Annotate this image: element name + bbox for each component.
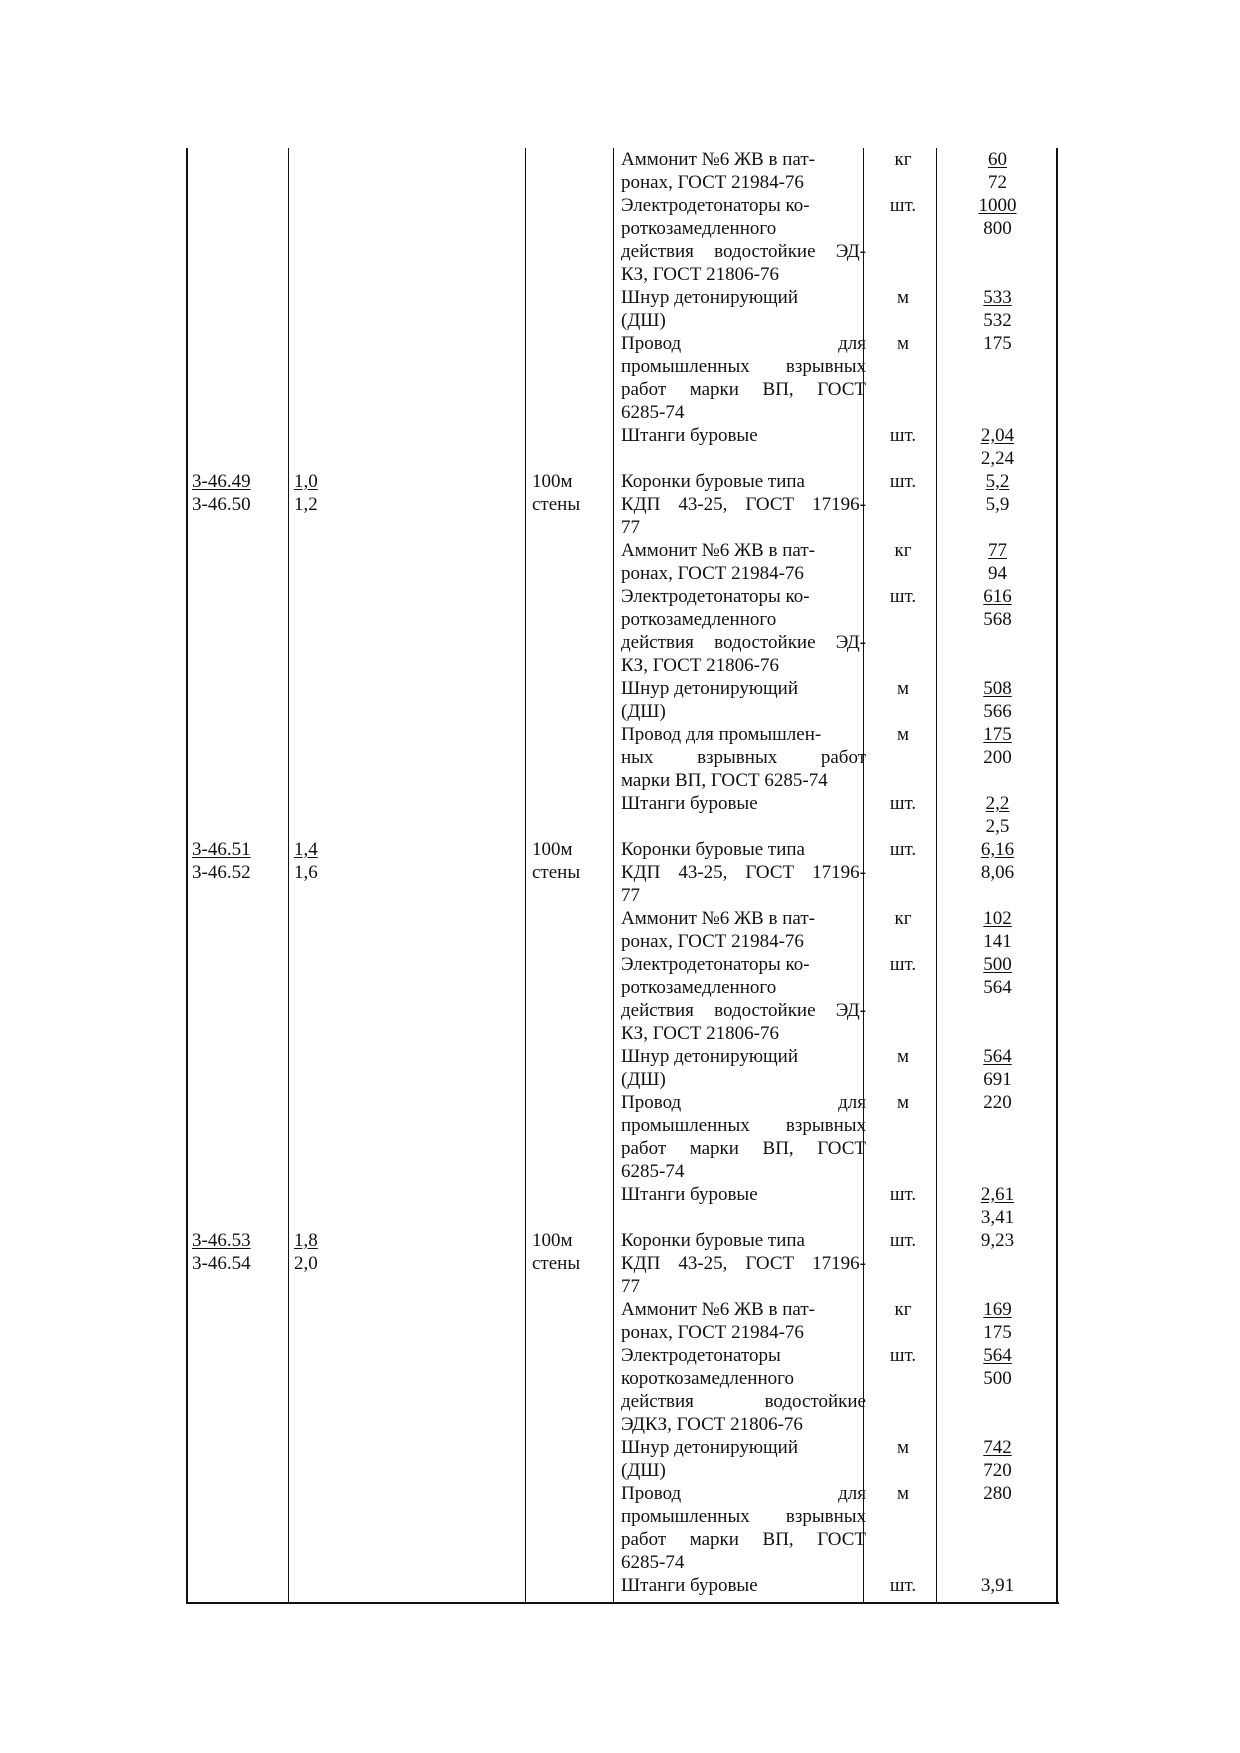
unit-cell-line: шт.: [889, 839, 917, 860]
quantity-cell-line: 2,61: [980, 1184, 1015, 1205]
quantity-cell: [940, 332, 1055, 355]
unit-cell-line: шт.: [889, 425, 917, 446]
quantity-cell-line: 742: [983, 1437, 1012, 1458]
resource-name-cell-line: марки ВП, ГОСТ 6285-74: [621, 770, 828, 791]
resource-name-cell-line: Провод для: [621, 1483, 866, 1504]
resource-name-cell-line: действия водостойкие ЭД-: [621, 1000, 866, 1021]
quantity-cell: [940, 1229, 1055, 1252]
resource-name-cell: [621, 1045, 866, 1091]
resource-name-cell-line: 77: [621, 1276, 640, 1297]
quantity-cell-line: 60: [988, 149, 1007, 170]
unit-cell: [867, 838, 939, 861]
unit-cell: [867, 1229, 939, 1252]
resource-name-cell-line: 77: [621, 885, 640, 906]
measure-unit-cell-line: 100м: [532, 1230, 573, 1251]
quantity-cell-line: 5,2: [985, 471, 1010, 492]
resource-name-cell-line: Шнур детонирующий: [621, 287, 798, 308]
measure-unit-cell-line: стены: [532, 862, 581, 883]
resource-name-cell-line: промышленных взрывных: [621, 356, 866, 377]
quantity-cell-line: 6,16: [980, 839, 1015, 860]
resource-name-cell-line: Шнур детонирующий: [621, 1437, 798, 1458]
resource-name-cell-line: Аммонит №6 ЖВ в пат-: [621, 1299, 815, 1320]
quantity-cell-line: 280: [983, 1483, 1012, 1504]
resource-name-cell-line: действия водостойкие ЭД-: [621, 241, 866, 262]
quantity-cell-line: 532: [983, 310, 1012, 331]
unit-cell: [867, 1091, 939, 1114]
code-cell-line: 3-46.53: [192, 1230, 251, 1251]
unit-cell: [867, 1298, 939, 1321]
quantity-cell: [940, 1574, 1055, 1597]
resource-name-cell: [621, 907, 866, 953]
resource-name-cell: [621, 1574, 866, 1597]
resource-name-cell-line: роткозамедленного: [621, 218, 777, 239]
code-cell-line: 3-46.50: [192, 494, 251, 515]
quantity-cell: [940, 1482, 1055, 1505]
table-row-group-start: [186, 1229, 1059, 1298]
quantity-cell: [940, 194, 1055, 240]
quantity-cell-line: 102: [983, 908, 1012, 929]
quantity-cell-line: 77: [988, 540, 1007, 561]
table-row: [186, 1436, 1059, 1482]
quantity-cell-line: 141: [983, 931, 1012, 952]
unit-cell-line: м: [896, 1437, 910, 1458]
code-cell-line: 3-46.49: [192, 471, 251, 492]
quantity-cell: [940, 286, 1055, 332]
resource-name-cell-line: Электродетонаторы ко-: [621, 954, 810, 975]
table-row: [186, 1045, 1059, 1091]
resource-name-cell-line: короткозамедленного: [621, 1368, 794, 1389]
resource-name-cell-line: Штанги буровые: [621, 1184, 758, 1205]
quantity-cell: [940, 838, 1055, 884]
unit-cell-line: м: [896, 287, 910, 308]
quantity-cell: [940, 1298, 1055, 1344]
quantity-cell-line: 1000: [978, 195, 1017, 216]
quantity-cell-line: 175: [983, 1322, 1012, 1343]
quantity-cell-line: 691: [983, 1069, 1012, 1090]
resource-name-cell-line: Штанги буровые: [621, 793, 758, 814]
resource-name-cell-line: КДП 43-25, ГОСТ 17196-: [621, 862, 866, 883]
unit-cell-line: кг: [894, 149, 912, 170]
quantity-cell-line: 720: [983, 1460, 1012, 1481]
coefficient-cell-line: 1,2: [294, 494, 318, 515]
resource-name-cell-line: 6285-74: [621, 402, 685, 423]
unit-cell: [867, 148, 939, 171]
unit-cell: [867, 424, 939, 447]
table-row: [186, 148, 1059, 194]
resource-name-cell-line: Аммонит №6 ЖВ в пат-: [621, 149, 815, 170]
quantity-cell-line: 220: [983, 1092, 1012, 1113]
resource-name-cell-line: ронах, ГОСТ 21984-76: [621, 1322, 804, 1343]
resource-name-cell-line: ЭДКЗ, ГОСТ 21806-76: [621, 1414, 803, 1435]
resource-name-cell: [621, 1183, 866, 1206]
resource-name-cell-line: промышленных взрывных: [621, 1506, 866, 1527]
resource-name-cell: [621, 286, 866, 332]
quantity-cell-line: 94: [988, 563, 1007, 584]
unit-cell-line: шт.: [889, 195, 917, 216]
unit-cell: [867, 953, 939, 976]
resource-name-cell: [621, 539, 866, 585]
resource-name-cell-line: Провод для: [621, 1092, 866, 1113]
resource-name-cell: [621, 838, 866, 907]
quantity-cell: [940, 677, 1055, 723]
resource-name-cell-line: роткозамедленного: [621, 977, 777, 998]
resource-name-cell-line: (ДШ): [621, 310, 666, 331]
table-row: [186, 539, 1059, 585]
resource-name-cell-line: КЗ, ГОСТ 21806-76: [621, 1023, 780, 1044]
resource-name-cell-line: Электродетонаторы: [621, 1345, 781, 1366]
coefficient-cell-line: 1,6: [294, 862, 318, 883]
table-row: [186, 1183, 1059, 1229]
quantity-cell: [940, 1091, 1055, 1114]
unit-cell-line: шт.: [889, 1345, 917, 1366]
norms-table: [186, 148, 1059, 1604]
resource-name-cell-line: Коронки буровые типа: [621, 839, 805, 860]
resource-name-cell: [621, 194, 866, 286]
quantity-cell-line: 5,9: [985, 494, 1010, 515]
coefficient-cell-line: 1,4: [294, 839, 318, 860]
table-row: [186, 585, 1059, 677]
resource-name-cell-line: КДП 43-25, ГОСТ 17196-: [621, 1253, 866, 1274]
quantity-cell-line: 566: [983, 701, 1012, 722]
measure-unit-cell-line: стены: [532, 494, 581, 515]
unit-cell-line: кг: [894, 908, 912, 929]
table-row: [186, 953, 1059, 1045]
quantity-cell-line: 564: [983, 977, 1012, 998]
unit-cell-line: шт.: [889, 793, 917, 814]
unit-cell-line: м: [896, 724, 910, 745]
quantity-cell-line: 800: [983, 218, 1012, 239]
quantity-cell-line: 500: [983, 954, 1012, 975]
quantity-cell: [940, 907, 1055, 953]
resource-name-cell: [621, 723, 866, 792]
measure-unit-cell-line: 100м: [532, 471, 573, 492]
measure-unit-cell: [532, 838, 612, 884]
unit-cell: [867, 1045, 939, 1068]
code-cell-line: 3-46.52: [192, 862, 251, 883]
unit-cell-line: м: [896, 1046, 910, 1067]
table-row: [186, 907, 1059, 953]
quantity-cell: [940, 1344, 1055, 1390]
coefficient-cell: [294, 470, 394, 516]
resource-name-cell-line: Коронки буровые типа: [621, 471, 805, 492]
quantity-cell: [940, 585, 1055, 631]
table-row: [186, 194, 1059, 286]
code-cell: [192, 470, 287, 516]
unit-cell-line: кг: [894, 1299, 912, 1320]
resource-name-cell-line: промышленных взрывных: [621, 1115, 866, 1136]
unit-cell: [867, 539, 939, 562]
unit-cell-line: м: [896, 333, 910, 354]
resource-name-cell-line: Провод для промышлен-: [621, 724, 822, 745]
code-cell-line: 3-46.51: [192, 839, 251, 860]
unit-cell: [867, 792, 939, 815]
unit-cell-line: м: [896, 1483, 910, 1504]
quantity-cell: [940, 953, 1055, 999]
resource-name-cell: [621, 585, 866, 677]
quantity-cell-line: 8,06: [980, 862, 1015, 883]
unit-cell: [867, 907, 939, 930]
resource-name-cell-line: ронах, ГОСТ 21984-76: [621, 563, 804, 584]
resource-name-cell: [621, 1436, 866, 1482]
resource-name-cell-line: КЗ, ГОСТ 21806-76: [621, 264, 780, 285]
resource-name-cell-line: (ДШ): [621, 1069, 666, 1090]
resource-name-cell-line: Шнур детонирующий: [621, 1046, 798, 1067]
resource-name-cell-line: 6285-74: [621, 1161, 685, 1182]
unit-cell: [867, 194, 939, 217]
unit-cell-line: шт.: [889, 1575, 917, 1596]
table-row: [186, 723, 1059, 792]
quantity-cell-line: 2,04: [980, 425, 1015, 446]
resource-name-cell-line: 77: [621, 517, 640, 538]
quantity-cell-line: 2,5: [985, 816, 1010, 837]
quantity-cell-line: 200: [983, 747, 1012, 768]
quantity-cell-line: 616: [983, 586, 1012, 607]
quantity-cell: [940, 424, 1055, 470]
table-row: [186, 424, 1059, 470]
quantity-cell-line: 9,23: [980, 1230, 1015, 1251]
resource-name-cell-line: КЗ, ГОСТ 21806-76: [621, 655, 780, 676]
quantity-cell-line: 564: [983, 1345, 1012, 1366]
resource-name-cell: [621, 1482, 866, 1574]
measure-unit-cell-line: 100м: [532, 839, 573, 860]
quantity-cell: [940, 539, 1055, 585]
unit-cell-line: м: [896, 1092, 910, 1113]
resource-name-cell-line: (ДШ): [621, 1460, 666, 1481]
coefficient-cell-line: 1,8: [294, 1230, 318, 1251]
table-row-group-start: [186, 470, 1059, 539]
quantity-cell-line: 169: [983, 1299, 1012, 1320]
quantity-cell-line: 72: [988, 172, 1007, 193]
unit-cell-line: шт.: [889, 1184, 917, 1205]
resource-name-cell-line: Штанги буровые: [621, 425, 758, 446]
unit-cell: [867, 1574, 939, 1597]
resource-name-cell-line: Коронки буровые типа: [621, 1230, 805, 1251]
resource-name-cell-line: работ марки ВП, ГОСТ: [621, 1529, 866, 1550]
table-row: [186, 792, 1059, 838]
quantity-cell-line: 175: [983, 333, 1012, 354]
resource-name-cell-line: работ марки ВП, ГОСТ: [621, 1138, 866, 1159]
resource-name-cell: [621, 332, 866, 424]
table-row-group-start: [186, 838, 1059, 907]
table-row: [186, 332, 1059, 424]
measure-unit-cell-line: стены: [532, 1253, 581, 1274]
unit-cell: [867, 1183, 939, 1206]
resource-name-cell-line: работ марки ВП, ГОСТ: [621, 379, 866, 400]
unit-cell: [867, 677, 939, 700]
coefficient-cell-line: 1,0: [294, 471, 318, 492]
resource-name-cell-line: КДП 43-25, ГОСТ 17196-: [621, 494, 866, 515]
resource-name-cell-line: Электродетонаторы ко-: [621, 195, 810, 216]
unit-cell: [867, 585, 939, 608]
resource-name-cell-line: ронах, ГОСТ 21984-76: [621, 172, 804, 193]
unit-cell-line: м: [896, 678, 910, 699]
unit-cell: [867, 1482, 939, 1505]
resource-name-cell: [621, 424, 866, 447]
resource-name-cell: [621, 792, 866, 815]
code-cell: [192, 838, 287, 884]
table-row: [186, 1574, 1059, 1597]
unit-cell-line: шт.: [889, 471, 917, 492]
unit-cell: [867, 1436, 939, 1459]
unit-cell: [867, 332, 939, 355]
resource-name-cell-line: 6285-74: [621, 1552, 685, 1573]
quantity-cell-line: 175: [983, 724, 1012, 745]
coefficient-cell: [294, 1229, 394, 1275]
quantity-cell-line: 533: [983, 287, 1012, 308]
quantity-cell-line: 2,24: [980, 448, 1015, 469]
resource-name-cell: [621, 1344, 866, 1436]
coefficient-cell-line: 2,0: [294, 1253, 318, 1274]
resource-name-cell-line: Провод для: [621, 333, 866, 354]
quantity-cell-line: 3,91: [980, 1575, 1015, 1596]
unit-cell-line: шт.: [889, 954, 917, 975]
table-row: [186, 677, 1059, 723]
measure-unit-cell: [532, 470, 612, 516]
quantity-cell-line: 508: [983, 678, 1012, 699]
quantity-cell-line: 500: [983, 1368, 1012, 1389]
resource-name-cell-line: Аммонит №6 ЖВ в пат-: [621, 540, 815, 561]
coefficient-cell: [294, 838, 394, 884]
resource-name-cell-line: Шнур детонирующий: [621, 678, 798, 699]
unit-cell: [867, 723, 939, 746]
table-row: [186, 1482, 1059, 1574]
quantity-cell: [940, 1436, 1055, 1482]
resource-name-cell-line: (ДШ): [621, 701, 666, 722]
resource-name-cell-line: ных взрывных работ: [621, 747, 866, 768]
unit-cell-line: кг: [894, 540, 912, 561]
quantity-cell-line: 564: [983, 1046, 1012, 1067]
table-row: [186, 1298, 1059, 1344]
quantity-cell: [940, 792, 1055, 838]
resource-name-cell: [621, 1298, 866, 1344]
resource-name-cell: [621, 1229, 866, 1298]
resource-name-cell: [621, 953, 866, 1045]
resource-name-cell-line: действия водостойкие ЭД-: [621, 632, 866, 653]
quantity-cell: [940, 1045, 1055, 1091]
resource-name-cell: [621, 148, 866, 194]
resource-name-cell-line: Аммонит №6 ЖВ в пат-: [621, 908, 815, 929]
resource-name-cell: [621, 677, 866, 723]
unit-cell-line: шт.: [889, 586, 917, 607]
unit-cell: [867, 286, 939, 309]
code-cell: [192, 1229, 287, 1275]
quantity-cell: [940, 148, 1055, 194]
quantity-cell: [940, 1183, 1055, 1229]
table-row: [186, 1344, 1059, 1436]
code-cell-line: 3-46.54: [192, 1253, 251, 1274]
unit-cell-line: шт.: [889, 1230, 917, 1251]
resource-name-cell-line: Электродетонаторы ко-: [621, 586, 810, 607]
table-row: [186, 1091, 1059, 1183]
resource-name-cell-line: действия водостойкие: [621, 1391, 866, 1412]
quantity-cell-line: 568: [983, 609, 1012, 630]
unit-cell: [867, 1344, 939, 1367]
resource-name-cell-line: ронах, ГОСТ 21984-76: [621, 931, 804, 952]
measure-unit-cell: [532, 1229, 612, 1275]
quantity-cell: [940, 723, 1055, 769]
unit-cell: [867, 470, 939, 493]
table-row: [186, 286, 1059, 332]
quantity-cell-line: 2,2: [985, 793, 1010, 814]
resource-name-cell-line: роткозамедленного: [621, 609, 777, 630]
quantity-cell: [940, 470, 1055, 516]
resource-name-cell: [621, 470, 866, 539]
quantity-cell-line: 3,41: [980, 1207, 1015, 1228]
resource-name-cell-line: Штанги буровые: [621, 1575, 758, 1596]
resource-name-cell: [621, 1091, 866, 1183]
